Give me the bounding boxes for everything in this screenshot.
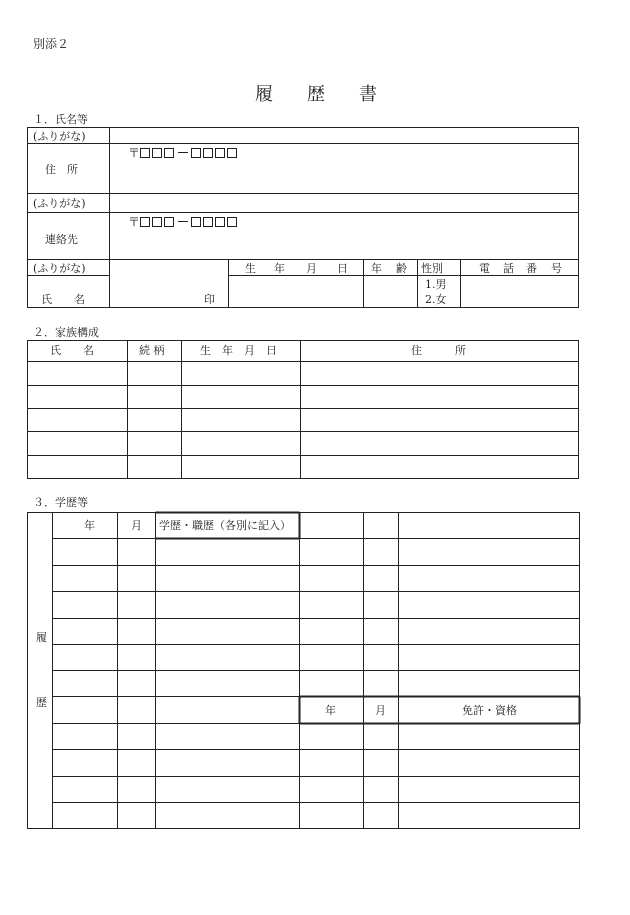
age-field[interactable]	[364, 276, 417, 307]
license-col-year: 年	[325, 704, 336, 717]
sex-option-male[interactable]: 1.男	[425, 278, 447, 291]
digit-box	[215, 148, 225, 158]
digit-box	[227, 217, 237, 227]
furigana-label-1: (ふりがな)	[33, 130, 86, 143]
sex-label: 性別	[421, 262, 443, 275]
contact-label: 連絡先	[45, 233, 78, 246]
contact-field[interactable]	[110, 230, 578, 259]
section-1-heading: １．氏名等	[33, 113, 88, 126]
digit-box	[164, 148, 174, 158]
age-label-char: 年	[371, 262, 382, 275]
digit-box	[191, 148, 201, 158]
history-col-month: 月	[131, 519, 142, 532]
digit-box	[164, 217, 174, 227]
title-char: 書	[359, 84, 377, 105]
dob-label-char: 生	[245, 262, 256, 275]
dob-field[interactable]	[229, 276, 363, 307]
address-label: 住 所	[45, 163, 78, 176]
furigana-label-2: (ふりがな)	[33, 197, 86, 210]
title-char: 歴	[307, 84, 325, 105]
dob-label-char: 月	[306, 262, 317, 275]
name-label: 氏 名	[41, 293, 85, 306]
age-label-char: 齢	[396, 262, 407, 275]
phone-field[interactable]	[461, 276, 578, 307]
license-col-detail: 免許・資格	[462, 704, 517, 717]
phone-label-char: 番	[526, 262, 537, 275]
family-col-birth: 生 年 月 日	[200, 344, 277, 357]
phone-label-char: 話	[503, 262, 514, 275]
address-field[interactable]	[110, 160, 578, 193]
postal-mark: 〒	[128, 146, 141, 160]
digit-box	[203, 148, 213, 158]
sex-option-female[interactable]: 2.女	[425, 293, 447, 306]
digit-box	[227, 148, 237, 158]
phone-label-char: 号	[551, 262, 562, 275]
digit-box	[152, 217, 162, 227]
digit-box	[140, 148, 150, 158]
side-label-char: 履	[36, 631, 47, 644]
title-char: 履	[255, 84, 273, 105]
dob-label-char: 日	[337, 262, 348, 275]
side-label-char: 歴	[36, 696, 47, 709]
digit-box	[140, 217, 150, 227]
attachment-label: 別添２	[33, 37, 70, 51]
dob-label-char: 年	[274, 262, 285, 275]
furigana-label-3: (ふりがな)	[33, 262, 86, 275]
family-col-relation: 続 柄	[139, 344, 165, 357]
postal-code-field-address[interactable]	[128, 147, 239, 159]
family-col-address: 住 所	[411, 344, 466, 357]
digit-box	[152, 148, 162, 158]
family-col-name: 氏 名	[50, 344, 94, 357]
history-col-year: 年	[84, 519, 95, 532]
hyphen	[178, 152, 188, 153]
section-3-heading: ３．学歴等	[33, 496, 88, 509]
license-col-month: 月	[375, 704, 386, 717]
history-col-detail: 学歴・職歴（各別に記入）	[159, 519, 291, 532]
section-2-heading: ２．家族構成	[33, 326, 99, 339]
hyphen	[178, 221, 188, 222]
postal-code-field-contact[interactable]	[128, 216, 239, 228]
digit-box	[215, 217, 225, 227]
digit-box	[191, 217, 201, 227]
digit-box	[203, 217, 213, 227]
seal-mark: 印	[204, 293, 215, 306]
phone-label-char: 電	[479, 262, 490, 275]
postal-mark: 〒	[128, 215, 141, 229]
